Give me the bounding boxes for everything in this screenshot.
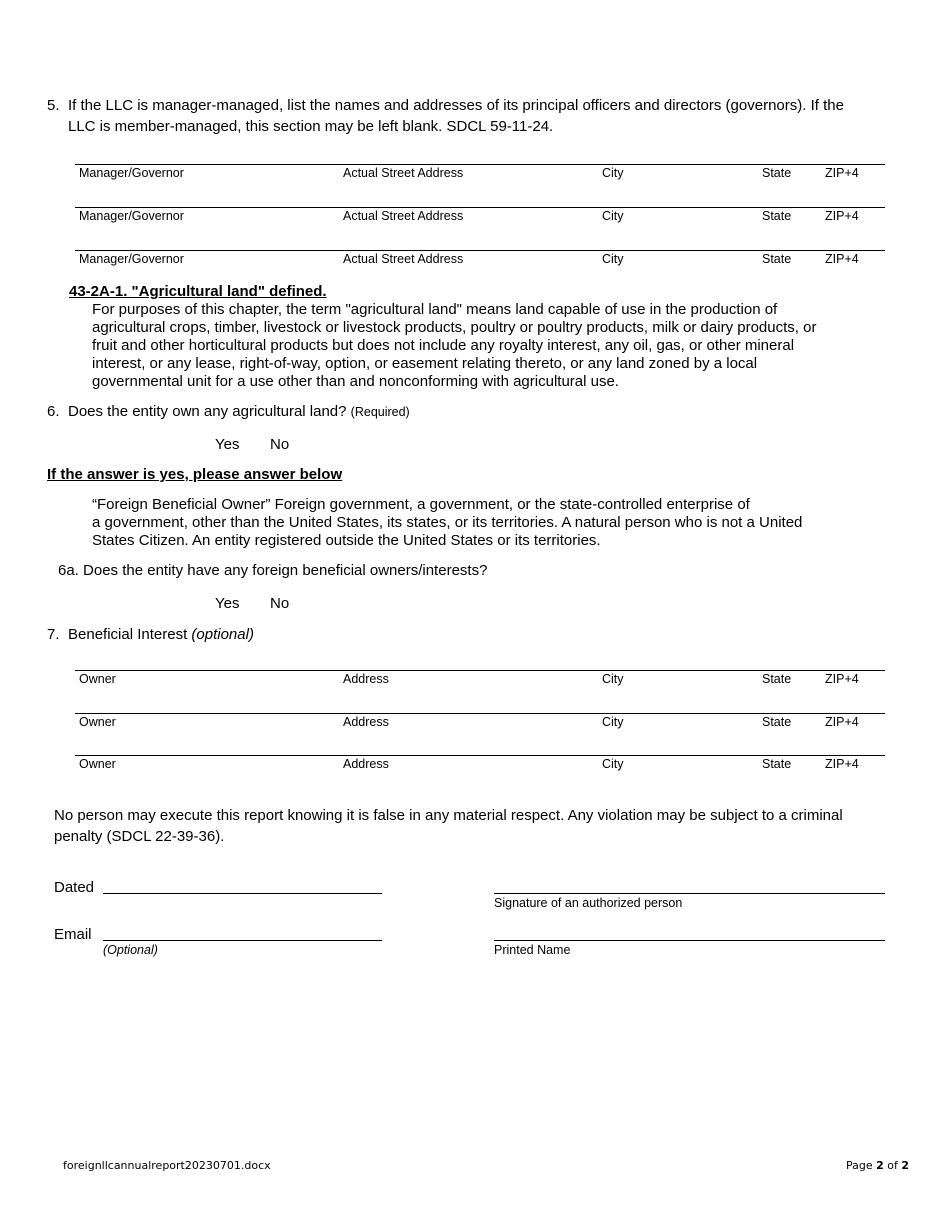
manager-city-field[interactable]: City [602, 252, 624, 266]
manager-zip-field[interactable]: ZIP+4 [825, 252, 859, 266]
owner-city-field[interactable]: City [602, 715, 624, 729]
owner-city-field[interactable]: City [602, 757, 624, 771]
q6a-no-option[interactable]: No [270, 595, 290, 612]
q6-yes-option[interactable]: Yes [215, 436, 240, 453]
managers-row-line [75, 164, 885, 165]
definition-line: agricultural crops, timber, livestock or livestock products, poultry or poultry products, milk or dairy products, or [92, 319, 817, 336]
email-input-line[interactable] [103, 940, 382, 941]
q6-number: 6. [47, 403, 60, 420]
owner-state-field[interactable]: State [762, 757, 792, 771]
foreign-owner-line: States Citizen. An entity registered outside the United States or its territories. [92, 532, 601, 549]
page-number: 2 [876, 1159, 884, 1172]
q6a-yes-option[interactable]: Yes [215, 595, 240, 612]
manager-zip-field[interactable]: ZIP+4 [825, 166, 859, 180]
signature-caption: Signature of an authorized person [494, 896, 683, 910]
penalty-line1: No person may execute this report knowing it is false in any material respect. Any violation may be subject to a criminal [54, 807, 843, 824]
q5-text-line1: If the LLC is manager-managed, list the names and addresses of its principal officers and directors (governors). If the [68, 97, 844, 114]
q7-number: 7. [47, 626, 60, 643]
if-yes-heading: If the answer is yes, please answer below [47, 466, 343, 483]
email-optional-note: (Optional) [103, 943, 158, 957]
q5-number: 5. [47, 97, 60, 114]
manager-zip-field[interactable]: ZIP+4 [825, 209, 859, 223]
foreign-owner-line: a government, other than the United States, its states, or its territories. A natural person who is not a United [92, 514, 803, 531]
page-indicator [846, 1159, 909, 1172]
owner-zip-field[interactable]: ZIP+4 [825, 715, 859, 729]
manager-address-field[interactable]: Actual Street Address [343, 252, 464, 266]
manager-name-field[interactable]: Manager/Governor [79, 209, 184, 223]
foreign-owner-line: “Foreign Beneficial Owner” Foreign government, a government, or the state-controlled enterprise of [92, 496, 750, 513]
manager-address-field[interactable]: Actual Street Address [343, 166, 464, 180]
manager-address-field[interactable]: Actual Street Address [343, 209, 464, 223]
owners-row-line [75, 713, 885, 714]
dated-label: Dated [54, 879, 95, 896]
page-total: 2 [901, 1159, 910, 1172]
manager-state-field[interactable]: State [762, 252, 792, 266]
manager-name-field[interactable]: Manager/Governor [79, 166, 184, 180]
signature-line[interactable] [494, 893, 885, 894]
footer-filename: foreignllcannualreport20230701.docx [63, 1159, 271, 1172]
definition-line: For purposes of this chapter, the term "agricultural land" means land capable of use in the production of [92, 301, 778, 318]
penalty-line2: penalty (SDCL 22-39-36). [54, 828, 225, 845]
owner-name-field[interactable]: Owner [79, 757, 116, 771]
manager-city-field[interactable]: City [602, 166, 624, 180]
printed-name-caption: Printed Name [494, 943, 571, 957]
owner-state-field[interactable]: State [762, 672, 792, 686]
owners-row-line [75, 755, 885, 756]
owner-address-field[interactable]: Address [343, 672, 389, 686]
email-label: Email [54, 926, 92, 943]
dated-input-line[interactable] [103, 893, 382, 894]
manager-state-field[interactable]: State [762, 209, 792, 223]
of-word: of [887, 1159, 898, 1172]
q6-required: (Required) [350, 405, 410, 419]
definition-heading: 43-2A-1. "Agricultural land" defined. [69, 283, 327, 300]
owner-zip-field[interactable]: ZIP+4 [825, 672, 859, 686]
definition-line: fruit and other horticultural products but does not include any royalty interest, any oil, gas, or other mineral [92, 337, 795, 354]
q6-question: Does the entity own any agricultural land? [68, 403, 347, 420]
q7-title: Beneficial Interest [68, 626, 188, 643]
manager-name-field[interactable]: Manager/Governor [79, 252, 184, 266]
manager-state-field[interactable]: State [762, 166, 792, 180]
owner-name-field[interactable]: Owner [79, 672, 116, 686]
owner-address-field[interactable]: Address [343, 757, 389, 771]
q7-optional: (optional) [191, 626, 254, 643]
page-word: Page [846, 1159, 873, 1172]
q6a-question: 6a. Does the entity have any foreign beneficial owners/interests? [58, 562, 488, 579]
q5-text-line2: LLC is member-managed, this section may be left blank. SDCL 59-11-24. [68, 118, 554, 135]
managers-row-line [75, 250, 885, 251]
definition-line: governmental unit for a use other than and nonconforming with agricultural use. [92, 373, 619, 390]
definition-line: interest, or any lease, right-of-way, option, or easement relating thereto, or any land zoned by a local [92, 355, 758, 372]
printed-name-line[interactable] [494, 940, 885, 941]
manager-city-field[interactable]: City [602, 209, 624, 223]
owner-state-field[interactable]: State [762, 715, 792, 729]
owner-zip-field[interactable]: ZIP+4 [825, 757, 859, 771]
owner-city-field[interactable]: City [602, 672, 624, 686]
q6-no-option[interactable]: No [270, 436, 290, 453]
owner-name-field[interactable]: Owner [79, 715, 116, 729]
owner-address-field[interactable]: Address [343, 715, 389, 729]
owners-row-line [75, 670, 885, 671]
managers-row-line [75, 207, 885, 208]
